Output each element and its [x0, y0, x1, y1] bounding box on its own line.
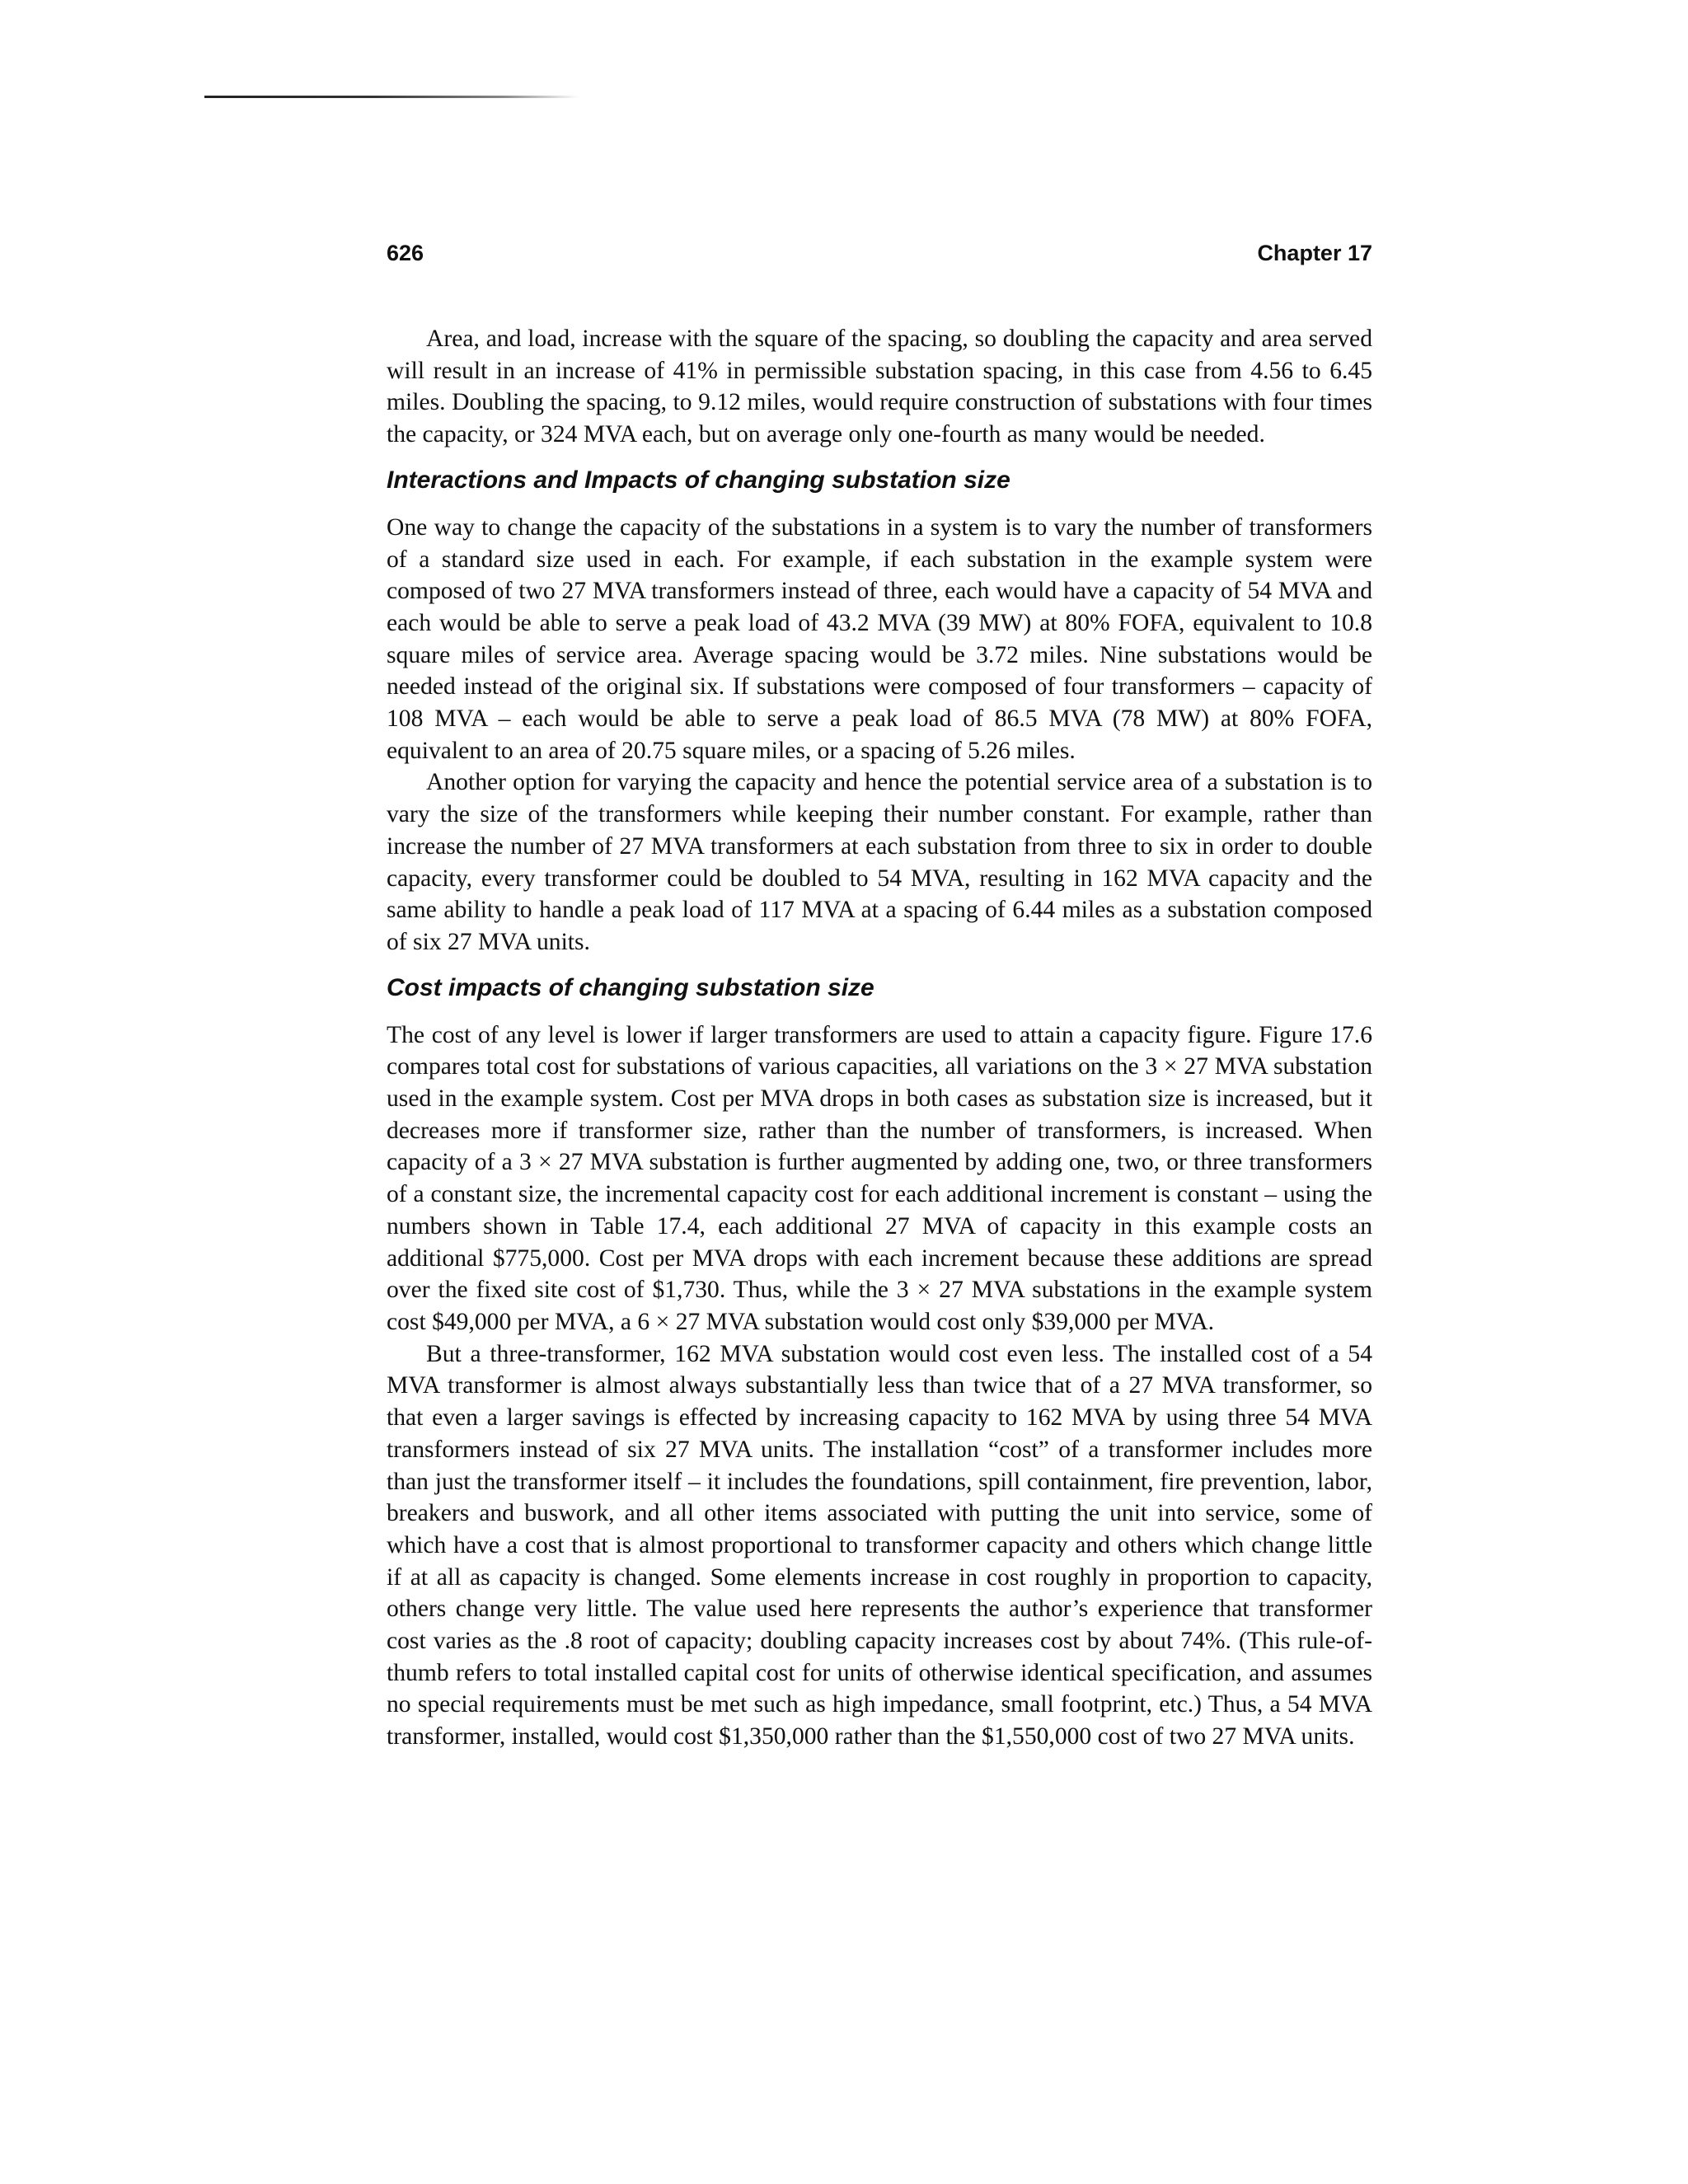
section-heading-interactions: Interactions and Impacts of changing substation size	[387, 466, 1010, 494]
section-heading-cost-impacts: Cost impacts of changing substation size	[387, 973, 874, 1001]
paragraph-1: Area, and load, increase with the square of the spacing, so doubling the capacity and area served will result in an increase of 41% in permissible substation spacing, in this case from 4.56 to 6.45 miles. Doubling the spacing, to 9.12 miles, would require construction of substations with four times the capacity, or 324 MVA each, but on average only one-fourth as many would be needed.	[387, 326, 1372, 448]
paragraph-3: Another option for varying the capacity and hence the potential service area of a substation is to vary the size of the transformers while keeping their number constant. For example, rather than increase the number of 27 MVA transformers at each substation from three to six in order to double capacity, every transformer could be doubled to 54 MVA, resulting in 162 MVA capacity and the same ability to handle a peak load of 117 MVA at a spacing of 6.44 miles as a substation composed of six 27 MVA units.	[387, 769, 1372, 955]
top-rule	[204, 96, 579, 98]
page-body	[387, 323, 1372, 1753]
chapter-label: Chapter 17	[1257, 241, 1372, 265]
paragraph-5: But a three-transformer, 162 MVA substation would cost even less. The installed cost of a 54 MVA transformer is almost always substantially less than twice that of a 27 MVA transformer, so that even a larger savings is effected by increasing capacity to 162 MVA by using three 54 MVA transformers instead of six 27 MVA units. The installation “cost” of a transformer includes more than just the transformer itself – it includes the foundations, spill containment, fire prevention, labor, breakers and buswork, and all other items associated with putting the unit into service, some of which have a cost that is almost proportional to transformer capacity and others which change little if at all as capacity is changed. Some elements increase in cost roughly in proportion to capacity, others change very little. The value used here represents the author’s experience that transformer cost varies as the .8 root of capacity; doubling capacity increases cost by about 74%. (This rule-of-thumb refers to total installed capital cost for units of otherwise identical specification, and assumes no special requirements must be met such as high impedance, small footprint, etc.) Thus, a 54 MVA transformer, installed, would cost $1,350,000 rather than the $1,550,000 cost of two 27 MVA units.	[387, 1340, 1372, 1750]
page-header	[387, 241, 1372, 274]
page-number: 626	[387, 241, 424, 265]
paragraph-2: One way to change the capacity of the substations in a system is to vary the number of transformers of a standard size used in each. For example, if each substation in the example system were composed of two 27 MVA transformers instead of three, each would have a capacity of 54 MVA and each would be able to serve a peak load of 43.2 MVA (39 MW) at 80% FOFA, equivalent to 10.8 square miles of service area. Average spacing would be 3.72 miles. Nine substations would be needed instead of the original six. If substations were composed of four transformers – capacity of 108 MVA – each would be able to serve a peak load of 86.5 MVA (78 MW) at 80% FOFA, equivalent to an area of 20.75 square miles, or a spacing of 5.26 miles.	[387, 513, 1372, 764]
paragraph-4: The cost of any level is lower if larger transformers are used to attain a capacity figure. Figure 17.6 compares total cost for substations of various capacities, all variations on the 3 × 27 MVA substation used in the example system. Cost per MVA drops in both cases as substation size is increased, but it decreases more if transformer size, rather than the number of transformers, is increased. When capacity of a 3 × 27 MVA substation is further augmented by adding one, two, or three transformers of a constant size, the incremental capacity cost for each additional increment is constant – using the numbers shown in Table 17.4, each additional 27 MVA of capacity in this example costs an additional $775,000. Cost per MVA drops with each increment because these additions are spread over the fixed site cost of $1,730. Thus, while the 3 × 27 MVA substations in the example system cost $49,000 per MVA, a 6 × 27 MVA substation would cost only $39,000 per MVA.	[387, 1021, 1372, 1335]
